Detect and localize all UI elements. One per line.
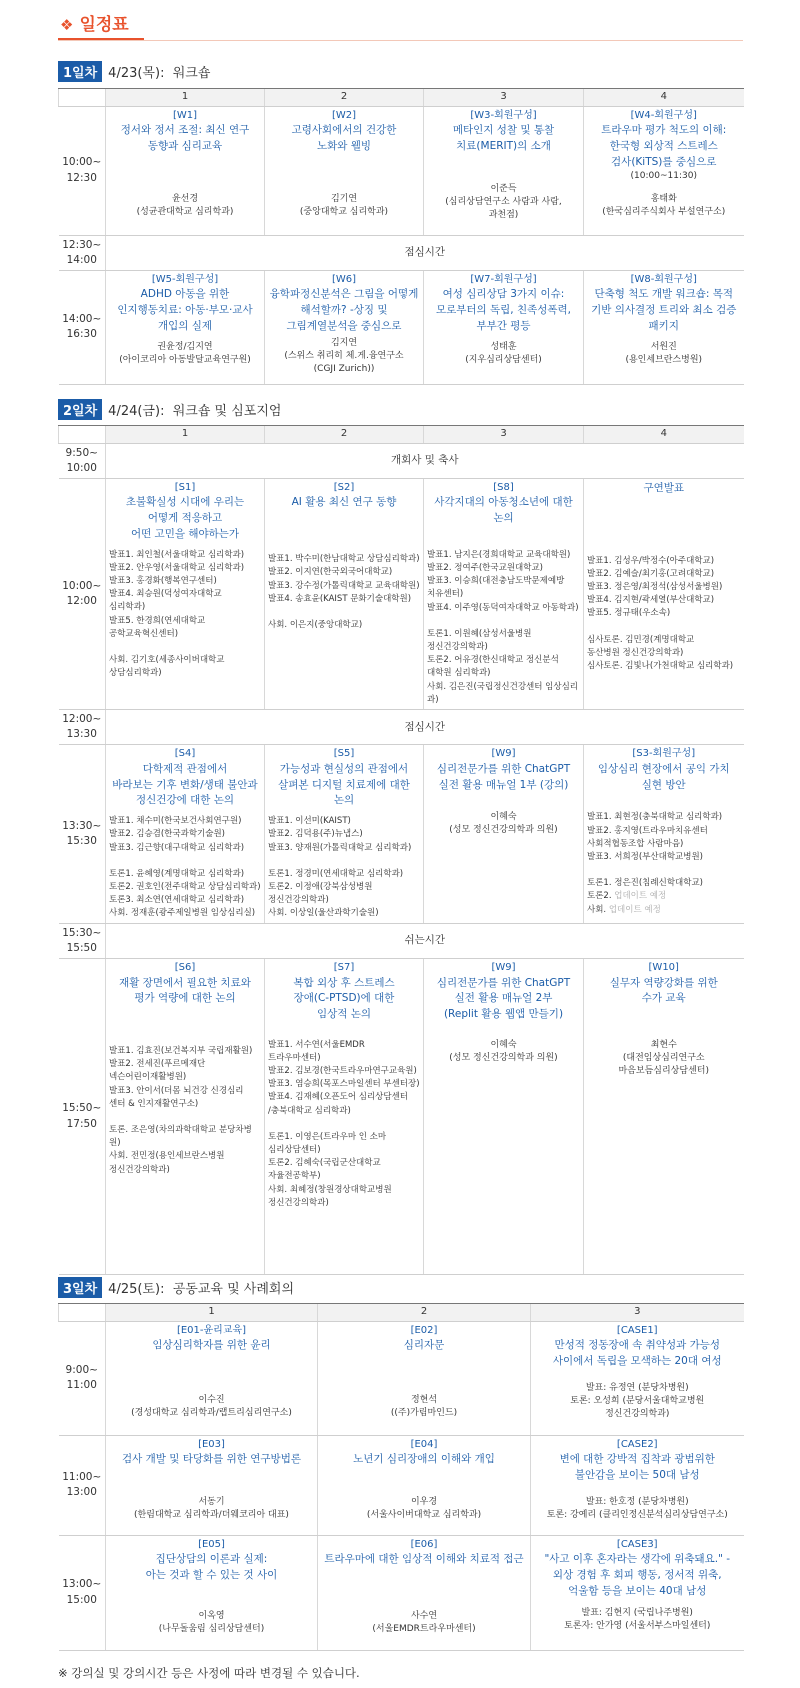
day1-column-header [59,89,744,107]
session-speaker: 이혜숙 (성모 정신건강의학과 의원) [449,1039,558,1063]
session-cell[interactable] [106,1321,318,1435]
session-cell[interactable] [106,1435,318,1535]
day3-session2-row [59,1435,744,1535]
session-cell[interactable] [424,745,584,923]
title-divider [58,40,743,41]
session-code: [W3-회원구성] [470,109,537,121]
session-speaker: 윤선경 (성균관대학교 심리학과) [136,193,234,217]
session-cell[interactable] [584,106,744,235]
day1-lunch-row [59,235,744,270]
session-presenters: 발표1. 최현정(충북대학교 심리학과) 발표2. 홍지영(트라우마치유센터 사회적협동조합 사람마음) 발표3. 서희정(부산대학교병원) 토론1. 정은진(침례신학대학교) 토론2. 업데이트 예정 사회. 업데이트 예정 [587,812,723,915]
day3-column-header [59,1304,744,1322]
session-cell[interactable] [106,270,265,384]
column-label: 4 [584,426,744,444]
time-slot: 15:50~ 17:50 [59,959,106,1275]
session-speaker: 이우경 (서울사이버대학교 심리학과) [366,1496,482,1520]
session-speaker: 서동기 (한림대학교 심리학과/더웨코리아 대표) [134,1496,289,1520]
session-cell[interactable] [318,1321,531,1435]
session-cell[interactable] [531,1321,744,1435]
column-label: 1 [106,426,265,444]
session-title: 메타인지 성찰 및 통찰 치료(MERIT)의 소개 [452,124,555,152]
session-title: 여성 심리상담 3가지 이슈: 모로부터의 독립, 친족성폭력, 부부간 평등 [435,288,572,332]
day2-column-header [59,426,744,444]
session-presenters: 발표1. 서수연(서울EMDR 트라우마센터) 발표2. 김보경(한국트라우마연구교육원) 발표3. 염승희(목포스마일센터 부센터장) 발표4. 김재혜(오픈도어 심리상담센터 /충북대학교 심리학과) 토론1. 이영은(트라우마 인 소마 심리상담센터) 토론2. 김혜숙(국립군산대학교 자율전공학부) 사회. 최혜정(창원경상대학교병원 정신건강의학과) [268,1039,420,1208]
session-cell[interactable] [424,270,584,384]
session-speaker: 서원진 (용인세브란스병원) [625,341,703,365]
session-cell[interactable] [318,1535,531,1650]
session-speaker: 성태훈 (지우심리상담센터) [465,341,542,365]
session-title: 단축형 척도 개발 워크숍: 목적 기반 의사결정 트리와 최소 검증 패키지 [591,288,737,332]
session-title: 트라우마에 대한 임상적 이해와 치료적 접근 [324,1553,524,1565]
session-code: [W10] [648,962,679,973]
day1-table [58,88,744,385]
session-code: [S8] [493,481,514,493]
session-title: 융학파정신분석은 그림을 어떻게 해석할까? -상징 및 그림계열분석을 중심으로 [269,288,419,332]
session-code: [S1] [174,481,196,493]
session-title: 구연발표 [643,481,685,494]
session-code: [S5] [333,748,355,760]
session-speaker: 이준득 (심리상담연구소 사람과 사람, 과천점) [445,183,562,220]
update-pending: 업데이트 예정 [608,904,661,915]
session-code: [E04] [410,1438,438,1450]
session-cell[interactable] [584,478,744,709]
day3-session3-row [59,1535,744,1650]
session-speaker: 김기연 (중앙대학교 심리학과) [299,193,389,217]
session-title: ADHD 아동을 위한 인지행동치료: 아동·부모·교사 개입의 실제 [117,288,253,332]
page-title: ❖ 일정표 [60,15,129,35]
session-title: AI 활용 최신 연구 동향 [291,496,397,509]
session-presenters: 발표1. 박수미(한남대학교 상담심리학과) 발표2. 이지연(한국외국어대학교) 발표3. 강수정(가톨릭대학교 교육대학원) 발표4. 송효윤(KAIST 문화기술대학원) 사회. 이은지(중앙대학교) [268,554,420,631]
time-slot: 13:00~ 15:00 [59,1535,106,1650]
session-title: 임상심리학자를 위한 윤리 [152,1339,271,1351]
day2-table [58,425,744,1275]
session-title: 검사 개발 및 타당화를 위한 연구방법론 [122,1453,301,1465]
time-slot: 12:30~ 14:00 [59,235,106,270]
session-title: 트라우마 평가 척도의 이해: 한국형 외상적 스트레스 검사(KiTS)를 중심으로 [601,124,727,168]
column-label: 2 [318,1304,531,1322]
session-code: [W9] [491,962,516,973]
session-code: [E06] [410,1538,438,1550]
day1-desc: 워크숍 [172,66,211,81]
session-speaker: 발표: 김현지 (국립나주병원) 토론자: 안가영 (서울서부스마일센터) [564,1608,711,1632]
session-cell[interactable] [106,745,265,923]
footnote: ※ 강의실 및 강의시간 등은 사정에 따라 변경될 수 있습니다. [58,1666,360,1680]
time-slot: 13:30~ 15:30 [59,745,106,923]
day1-header [58,61,210,82]
day2-break-row [59,923,744,958]
day3-desc: 공동교육 및 사례회의 [172,1282,295,1297]
session-code: [S2] [333,481,355,493]
session-title: "사고 이후 혼자라는 생각에 위축돼요." - 외상 경험 후 회피 행동, 정서적 위축, 억울함 등을 보이는 40대 남성 [544,1553,731,1597]
session-speaker: 최현수 (대전임상심리연구소 마음보듬심리상담센터) [618,1040,709,1077]
session-title: 정서와 정서 조절: 최신 연구 동향과 심리교육 [120,124,250,152]
time-slot: 11:00~ 13:00 [59,1435,106,1535]
session-title: 심리자문 [403,1339,445,1351]
session-speaker: 권윤정/김지연 (아이코리아 아동발달교육연구원) [119,341,251,365]
day1-session2-row [59,270,744,384]
diamond-cluster-icon: ❖ [60,16,74,34]
day1-badge: 1일차 [58,61,102,82]
session-code: [W7-회원구성] [470,273,537,285]
session-cell[interactable] [106,1535,318,1650]
day2-desc: 워크숍 및 심포지엄 [172,404,282,419]
time-slot: 12:00~ 13:30 [59,710,106,745]
session-title: 다학제적 관점에서 바라보는 기후 변화/생태 불안과 정신건강에 대한 논의 [112,762,258,807]
day2-session3-row [59,959,744,1275]
update-pending: 업데이트 예정 [614,891,667,902]
session-code: [E02] [410,1324,438,1336]
day3-header [58,1277,294,1298]
time-slot: 10:00~ 12:30 [59,106,106,235]
session-cell[interactable] [106,106,265,235]
column-label: 2 [265,426,424,444]
session-title: 심리전문가를 위한 ChatGPT 실전 활용 매뉴얼 2부 (Replit 활용 웹앱 만들기) [436,976,571,1020]
column-label: 1 [106,89,265,107]
session-cell[interactable] [531,1435,744,1535]
session-title: 실무자 역량강화를 위한 수가 교육 [609,976,718,1005]
column-label: 2 [265,89,424,107]
session-code: [W4-회원구성] [630,109,697,121]
column-label: 4 [584,89,744,107]
session-code: [E05] [198,1538,225,1550]
session-presenters: 발표1. 채수미(한국보건사회연구원) 발표2. 김승겸(한국과학기술원) 발표3. 김근향(대구대학교 심리학과) 토론1. 윤혜영(계명대학교 심리학과) 토론2. 권호인(전주대학교 상담심리학과) 토론3. 최소연(연세대학교 심리학과) 사회. 정재훈(광주제일병원 임상심리실) [109,816,261,919]
session-code: [E01-윤리교육] [176,1324,247,1336]
column-label: 3 [424,89,584,107]
day2-badge: 2일차 [58,399,102,420]
day1-session1-row [59,106,744,235]
session-code: [W6] [331,273,357,285]
session-code: [E03] [198,1438,225,1450]
session-speaker: 발표: 유정연 (분당차병원) 토론: 오성희 (분당서울대학교병원 정신건강의학과) [570,1382,705,1419]
session-speaker: 김지연 (스위스 취리히 체.게.융연구소 (CGJI Zurich)) [284,337,404,374]
session-cell[interactable] [106,959,265,1275]
session-speaker: 발표: 한호정 (분당차병원) 토론: 강예리 (클리인정신분석심리상담연구소) [546,1496,728,1520]
rest-break: 쉬는시간 [106,923,744,958]
session-title: 복합 외상 후 스트레스 장애(C-PTSD)에 대한 임상적 논의 [293,976,395,1020]
session-presenters: 발표1. 김효진(보건복지부 국립재활원) 발표2. 전세진(푸르메재단 넥슨어린이재활병원) 발표3. 안이서(더몸 뇌건강 신경심리 센터 & 인지재활연구소) 토론. 조은영(차의과학대학교 분당차병원) 사회. 전민정(용인세브란스병원 정신건강의학과) [109,1046,253,1175]
session-cell[interactable] [424,478,584,709]
session-title: 사각지대의 아동청소년에 대한 논의 [434,496,573,525]
session-cell[interactable] [531,1535,744,1650]
column-label: 3 [531,1304,744,1322]
session-cell[interactable] [424,106,584,235]
column-label: 3 [424,426,584,444]
session-title: 임상심리 현장에서 공익 가치 실현 방안 [597,762,730,791]
day1-date: 4/23(목): [108,66,165,81]
time-slot: 15:30~ 15:50 [59,923,106,958]
session-presenters: 발표1. 최인철(서울대학교 심리학과) 발표2. 안우영(서울대학교 심리학과) 발표3. 홍경화(행복연구센터) 발표4. 최승원(덕성여자대학교 심리학과) 발표5. 한경희(연세대학교 공학교육혁신센터) 사회. 김기호(세종사이버대학교 상담심리학과) [109,549,245,679]
session-speaker: 정현석 ((주)가림마인드) [390,1394,458,1418]
session-title: 심리전문가를 위한 ChatGPT 실전 활용 매뉴얼 1부 (강의) [436,762,571,791]
session-cell[interactable] [265,745,424,923]
session-code: [W2] [331,109,357,121]
day3-table [58,1303,744,1651]
session-code: [S4] [174,748,196,760]
session-cell[interactable] [265,478,424,709]
session-cell[interactable] [265,106,424,235]
session-presenters: 발표1. 이선미(KAIST) 발표2. 김덕용(주)뉴냅스) 발표3. 양재원(가톨릭대학교 심리학과) 토론1. 정경미(연세대학교 심리학과) 토론2. 이정애(강북삼성병원 정신건강의학과) 사회. 이상일(울산과학기술원) [268,816,412,919]
day2-opening-row [59,443,744,478]
session-cell[interactable] [318,1435,531,1535]
session-code: [W5-회원구성] [151,273,219,285]
session-cell[interactable] [106,478,265,709]
session-cell[interactable] [424,959,584,1275]
lunch-break: 점심시간 [106,710,744,745]
day2-header [58,399,281,420]
session-cell[interactable] [584,745,744,923]
session-cell[interactable] [584,959,744,1275]
session-code: [S6] [174,962,196,973]
time-slot: 10:00~ 12:00 [59,478,106,709]
time-slot: 9:00~ 11:00 [59,1321,106,1435]
session-title: 재활 장면에서 필요한 치료와 평가 역량에 대한 논의 [119,976,251,1005]
session-title: 변에 대한 강박적 집착과 광범위한 불안감을 보이는 50대 남성 [559,1453,715,1481]
session-speaker: 홍태화 (한국심리주식회사 부설연구소) [602,194,726,218]
session-speaker: 이옥영 (나무돌움림 심리상담센터) [158,1610,265,1634]
lunch-break: 점심시간 [106,235,744,270]
session-title: 노년기 심리장애의 이해와 개입 [353,1453,495,1465]
day2-session1-row [59,478,744,709]
day2-lunch-row [59,710,744,745]
session-title: 만성적 정동장애 속 취약성과 가능성 사이에서 독립을 모색하는 20대 여성 [552,1339,722,1367]
session-cell[interactable] [265,959,424,1275]
session-code: [W1] [172,109,198,121]
opening-ceremony: 개회사 및 축사 [106,443,744,478]
session-cell[interactable] [584,270,744,384]
session-code: [CASE2] [616,1438,658,1450]
day2-session2-row [59,745,744,923]
session-code: [CASE3] [616,1538,658,1550]
time-slot: 14:00~ 16:30 [59,270,106,384]
session-title: 고령사회에서의 건강한 노화와 웰빙 [291,124,397,152]
day3-date: 4/25(토): [108,1282,165,1297]
session-speaker: 이혜숙 (성모 정신건강의학과 의원) [449,812,558,836]
time-slot: 9:50~ 10:00 [59,443,106,478]
session-title: 집단상담의 이론과 실제: 아는 것과 할 수 있는 것 사이 [145,1553,278,1581]
session-speaker: 사수연 (서울EMDR트라우마센터) [372,1610,476,1634]
session-speaker: 이수진 (경성대학교 심리학과/랩트리심리연구소) [131,1394,292,1418]
session-title: 가능성과 현실성의 관점에서 살펴본 디지털 치료제에 대한 논의 [278,762,410,807]
session-code: [W9] [491,748,516,760]
session-cell[interactable] [265,270,424,384]
session-code: [S3-회원구성] [632,748,696,760]
day3-badge: 3일차 [58,1277,102,1298]
day2-date: 4/24(금): [108,404,165,419]
session-code: [S7] [333,962,355,973]
session-code: [W8-회원구성] [630,273,697,285]
session-time-note: (10:00~11:30) [630,171,697,182]
session-presenters: 발표1. 김성우/박정수(아주대학교) 발표2. 김예슬/최기홍(고려대학교) 발표3. 정은영/최정석(삼성서울병원) 발표4. 김지현/곽세열(부산대학교) 발표5. 정규태(우소속) 심사토론. 김민경(계명대학교 동산병원 정신건강의학과) 심사토론. 김빛나(가천대학교 심리학과) [587,555,734,672]
session-code: [CASE1] [616,1324,658,1336]
column-label: 1 [106,1304,318,1322]
session-title: 초불확실성 시대에 우리는 어떻게 적응하고 어떤 고민을 해야하는가 [125,496,245,540]
day3-session1-row [59,1321,744,1435]
session-presenters: 발표1. 남지은(경희대학교 교육대학원) 발표2. 정여주(한국교원대학교) 발표3. 이승희(대전충남도박문제예방 치유센터) 발표4. 이주영(동덕여자대학교 아동학과) 토론1. 이원혜(삼성서울병원 정신건강의학과) 토론2. 어유경(한신대학교 정신분석 대학원 심리학과) 사회. 김은진(국립정신건강센터 임상심리과) [427,549,579,705]
